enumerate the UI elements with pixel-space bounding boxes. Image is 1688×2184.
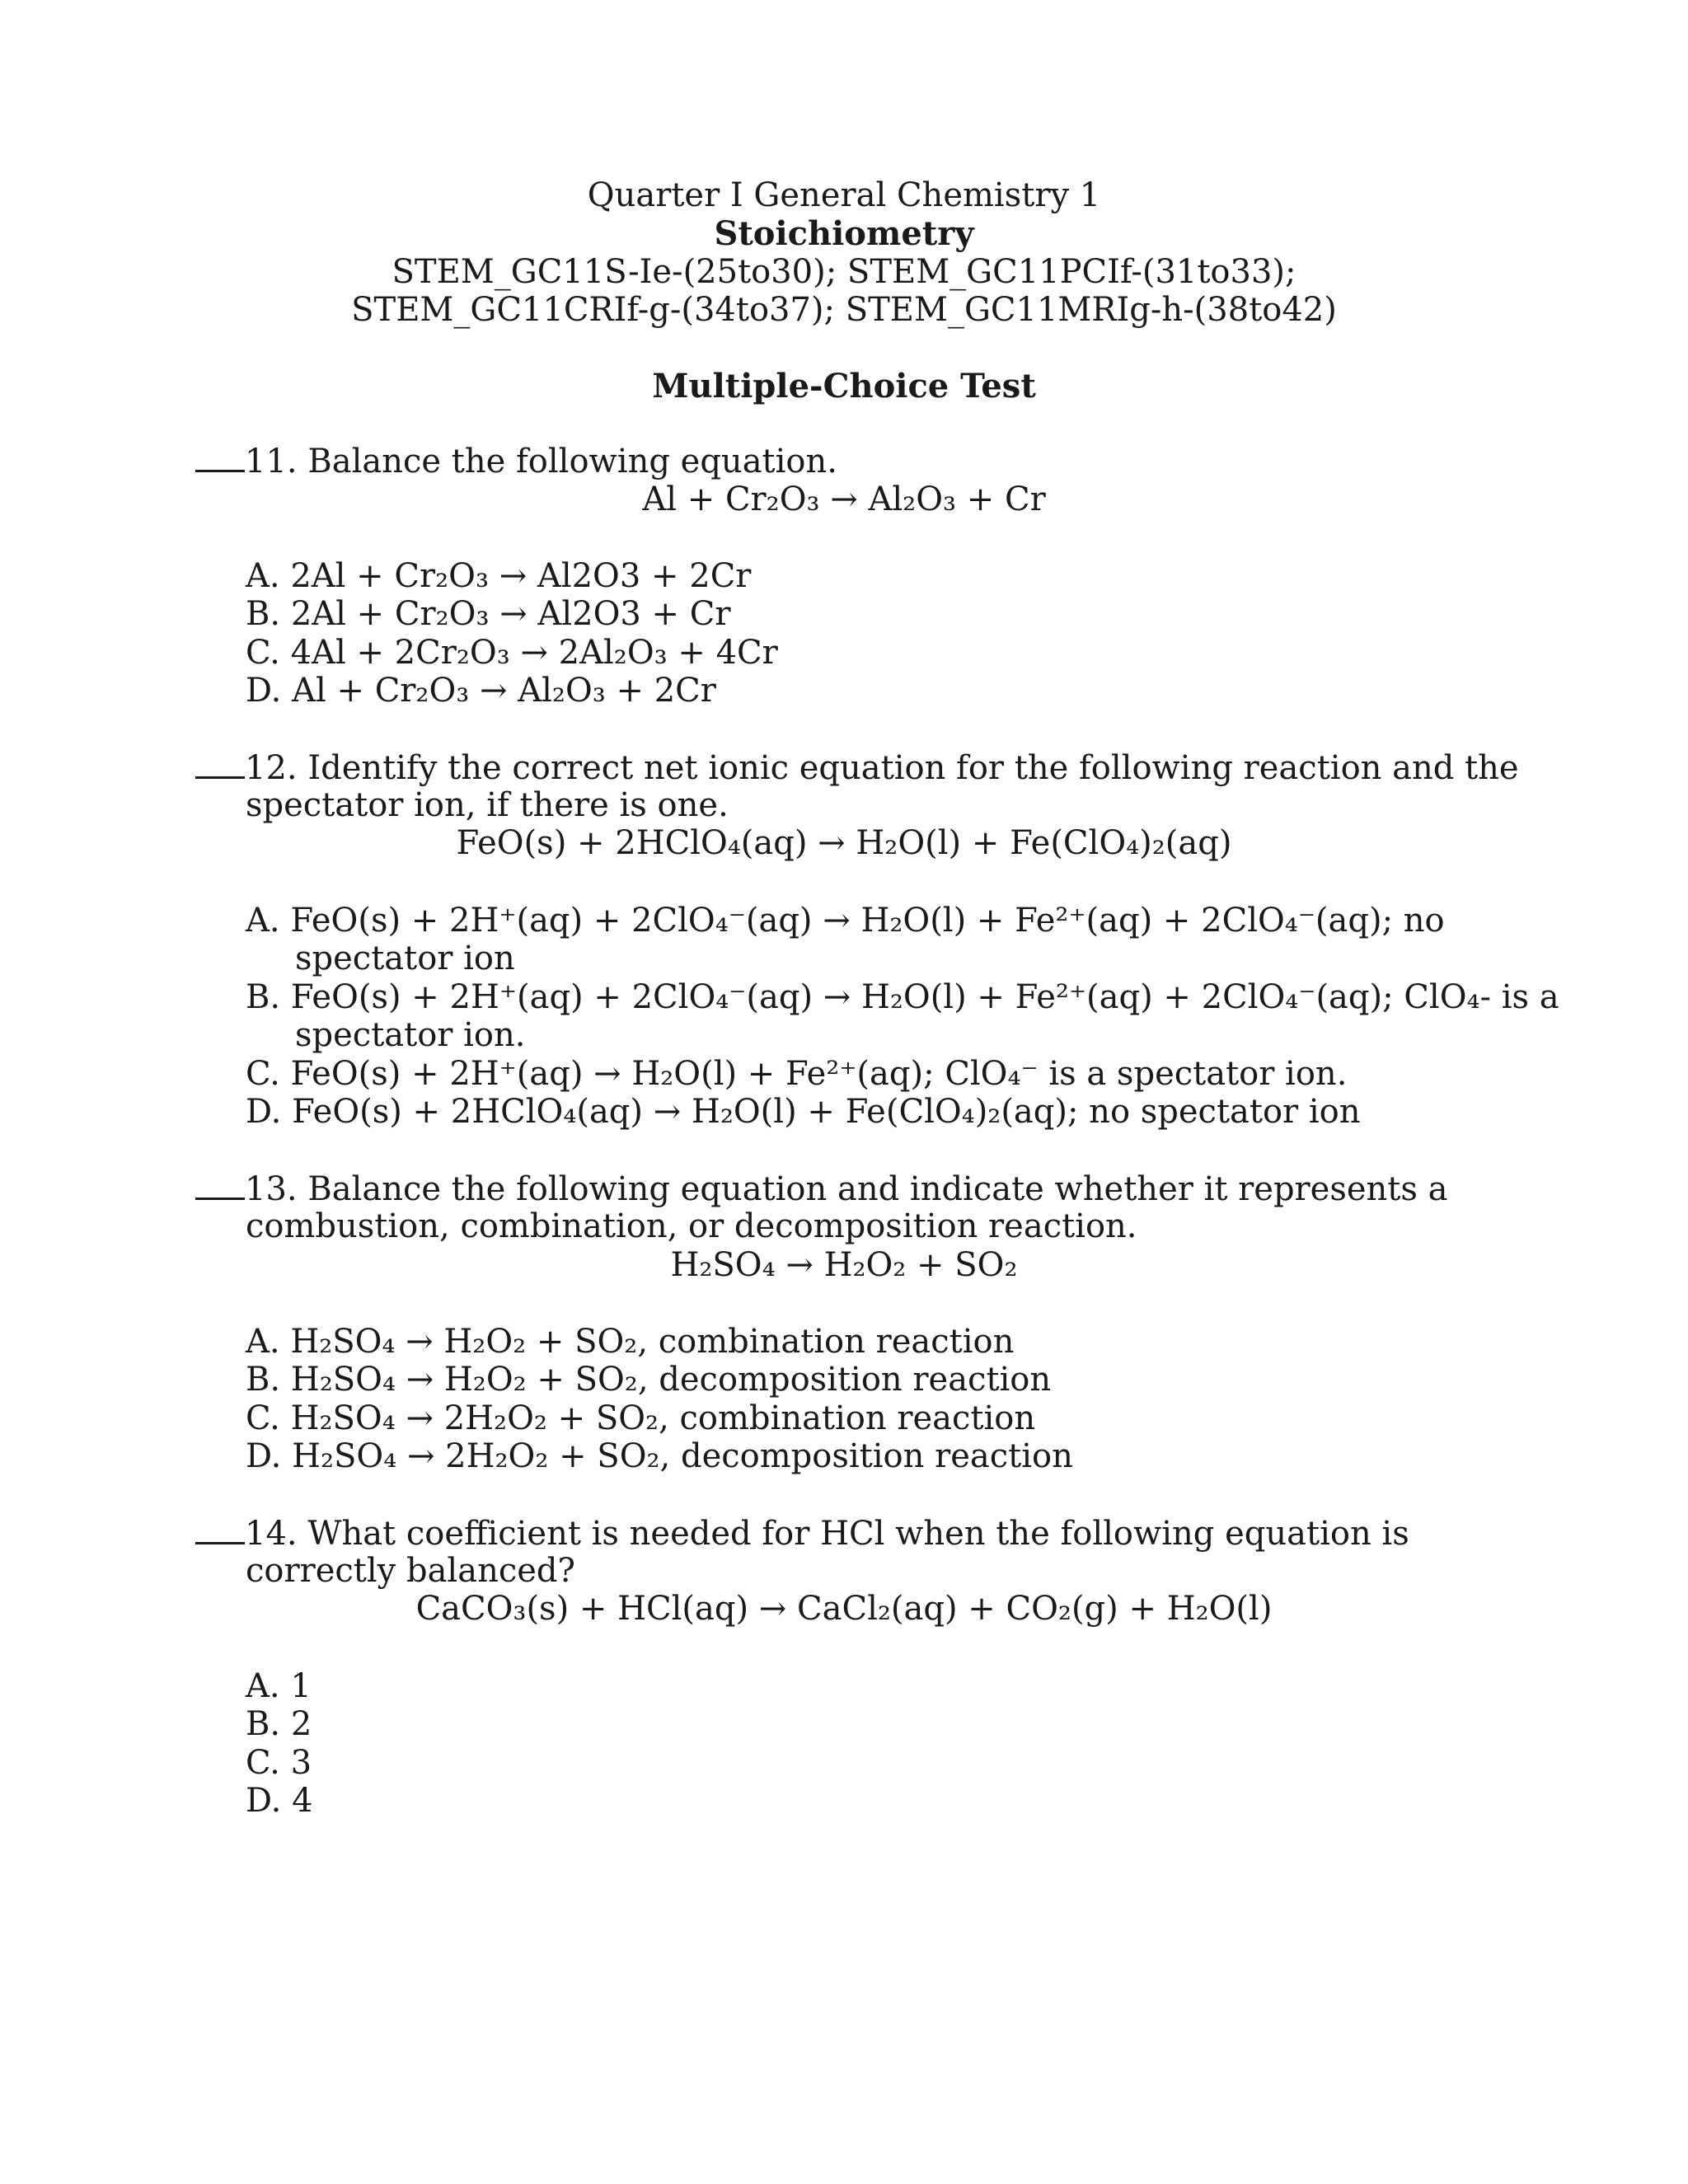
question-equation: H₂SO₄ → H₂O₂ + SO₂ xyxy=(670,1246,1018,1284)
question-equation: Al + Cr₂O₃ → Al₂O₃ + Cr xyxy=(642,480,1046,518)
question-text-continued: combustion, combination, or decomposition reaction. xyxy=(246,1207,1137,1245)
question-text: 12. Identify the correct net ionic equation for the following reaction and the xyxy=(245,749,1519,787)
answer-blank[interactable] xyxy=(195,748,245,779)
question-12 xyxy=(195,748,1519,787)
option-a: A. H₂SO₄ → H₂O₂ + SO₂, combination reaction xyxy=(246,1323,1015,1361)
question-text: 11. Balance the following equation. xyxy=(245,443,837,480)
option-b-continued: spectator ion. xyxy=(295,1016,526,1054)
answer-blank[interactable] xyxy=(195,442,245,472)
option-d: D. H₂SO₄ → 2H₂O₂ + SO₂, decomposition reaction xyxy=(246,1437,1073,1475)
option-a: A. 1 xyxy=(246,1667,312,1705)
header-course: Quarter I General Chemistry 1 xyxy=(587,176,1101,214)
option-c: C. 4Al + 2Cr₂O₃ → 2Al₂O₃ + 4Cr xyxy=(246,634,778,672)
answer-blank[interactable] xyxy=(195,1169,245,1200)
option-d: D. 4 xyxy=(246,1782,313,1820)
header-competency-1: STEM_GC11S-Ie-(25to30); STEM_GC11PCIf-(31to33); xyxy=(392,253,1296,291)
option-c: C. FeO(s) + 2H⁺(aq) → H₂O(l) + Fe²⁺(aq); ClO₄⁻ is a spectator ion. xyxy=(246,1055,1348,1093)
option-a-continued: spectator ion xyxy=(295,940,515,977)
option-c: C. H₂SO₄ → 2H₂O₂ + SO₂, combination reaction xyxy=(246,1399,1036,1437)
option-b: B. H₂SO₄ → H₂O₂ + SO₂, decomposition reaction xyxy=(246,1361,1052,1399)
option-b: B. FeO(s) + 2H⁺(aq) + 2ClO₄⁻(aq) → H₂O(l) + Fe²⁺(aq) + 2ClO₄⁻(aq); ClO₄- is a xyxy=(246,978,1559,1016)
option-d: D. Al + Cr₂O₃ → Al₂O₃ + 2Cr xyxy=(246,672,716,710)
question-13 xyxy=(195,1169,1447,1208)
question-equation: FeO(s) + 2HClO₄(aq) → H₂O(l) + Fe(ClO₄)₂(aq) xyxy=(456,824,1232,862)
option-a: A. 2Al + Cr₂O₃ → Al2O3 + 2Cr xyxy=(246,557,752,595)
question-text: 13. Balance the following equation and indicate whether it represents a xyxy=(245,1170,1448,1208)
option-c: C. 3 xyxy=(246,1744,312,1782)
question-equation: CaCO₃(s) + HCl(aq) → CaCl₂(aq) + CO₂(g) + H₂O(l) xyxy=(415,1590,1273,1628)
header-competency-2: STEM_GC11CRIf-g-(34to37); STEM_GC11MRIg-h-(38to42) xyxy=(351,291,1337,329)
answer-blank[interactable] xyxy=(195,1514,245,1544)
option-d: D. FeO(s) + 2HClO₄(aq) → H₂O(l) + Fe(ClO₄)₂(aq); no spectator ion xyxy=(246,1093,1361,1131)
option-b: B. 2 xyxy=(246,1705,312,1743)
header-topic: Stoichiometry xyxy=(714,214,974,253)
question-text-continued: correctly balanced? xyxy=(246,1552,575,1590)
question-text: 14. What coefficient is needed for HCl when the following equation is xyxy=(245,1515,1409,1553)
test-title: Multiple-Choice Test xyxy=(652,367,1036,405)
question-11 xyxy=(195,442,837,480)
option-b: B. 2Al + Cr₂O₃ → Al2O3 + Cr xyxy=(246,595,731,633)
question-14 xyxy=(195,1514,1409,1553)
question-text-continued: spectator ion, if there is one. xyxy=(246,786,729,824)
option-a: A. FeO(s) + 2H⁺(aq) + 2ClO₄⁻(aq) → H₂O(l) + Fe²⁺(aq) + 2ClO₄⁻(aq); no xyxy=(246,902,1445,940)
